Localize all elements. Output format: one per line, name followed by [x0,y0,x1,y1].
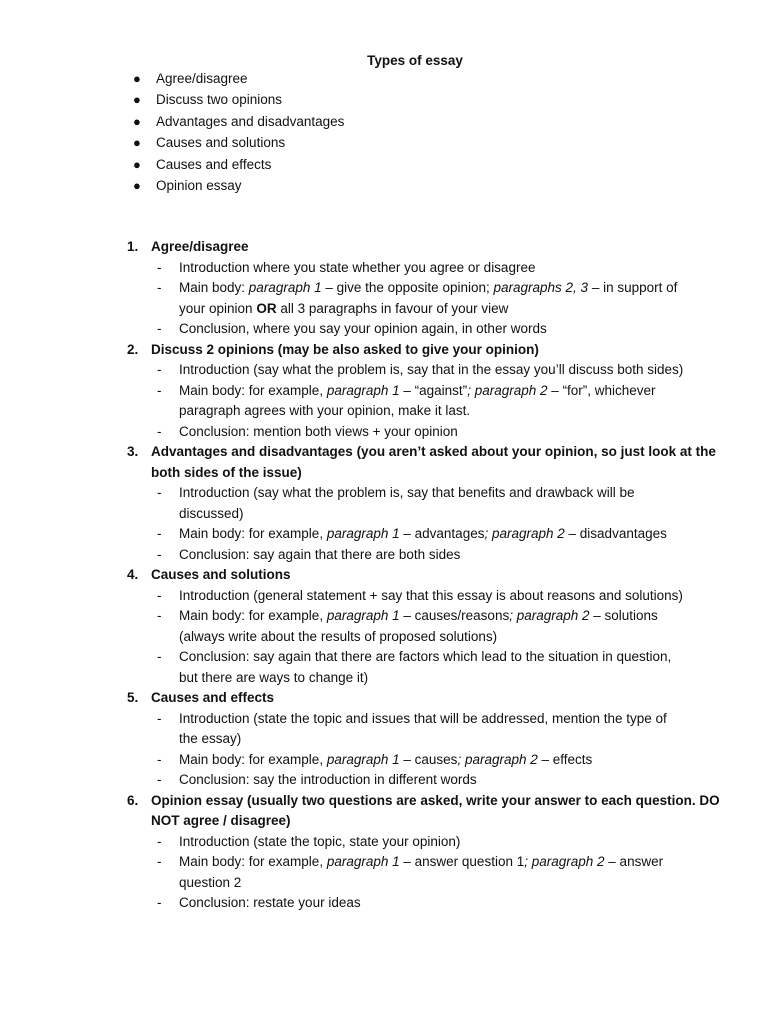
section-heading: 1. Agree/disagree [127,237,727,258]
list-item: ● Causes and effects [133,156,272,172]
list-item: - Conclusion: say again that there are factors which lead to the situation in question, [127,647,727,668]
bullet-icon: ● [133,92,141,108]
bullet-icon: ● [133,177,141,193]
list-item: - Introduction where you state whether you agree or disagree [127,258,727,279]
list-item: - Introduction (state the topic, state your opinion) [127,832,727,853]
section-heading: both sides of the issue) [151,464,302,480]
dash-icon: - [157,833,162,849]
list-item-continuation: the essay) [179,731,242,746]
list-item: - Introduction (general statement + say that this essay is about reasons and solutions) [127,586,727,607]
section-number: 6. [127,792,139,808]
list-item: - Conclusion: mention both views + your opinion [127,422,727,443]
list-item: - Conclusion: say again that there are both sides [127,545,727,566]
document-title: Types of essay [367,53,463,68]
list-item-continuation: question 2 [179,874,242,890]
list-item: - Conclusion, where you say your opinion again, in other words [127,319,727,340]
essay-sections [127,237,727,914]
dash-icon: - [157,485,162,500]
bullet-icon: ● [133,71,141,86]
list-item: - Main body: paragraph 1 – give the opposite opinion; paragraphs 2, 3 – in support of [127,278,727,299]
dash-icon: - [157,321,162,336]
list-item-continuation: but there are ways to change it) [179,669,369,685]
section-heading: 6. Opinion essay (usually two questions are asked, write your answer to each question. DO [127,791,727,812]
list-item: ● Opinion essay [133,177,242,193]
section-heading: NOT agree / disagree) [151,813,291,828]
dash-icon: - [157,854,162,869]
dash-icon: - [157,280,162,295]
section-number: 3. [127,444,139,459]
dash-icon: - [157,710,162,726]
dash-icon: - [157,259,162,275]
dash-icon: - [157,895,162,910]
section-number: 1. [127,239,139,254]
dash-icon: - [157,546,162,562]
dash-icon: - [157,526,162,541]
list-item: - Main body: for example, paragraph 1 – answer question 1; paragraph 2 – answer [127,852,727,873]
bullet-icon: ● [133,135,141,151]
list-item: - Introduction (say what the problem is, say that in the essay you’ll discuss both sides) [127,360,727,381]
dash-icon: - [157,382,162,398]
dash-icon: - [157,423,162,439]
list-item: - Introduction (state the topic and issues that will be addressed, mention the type of [127,709,727,730]
section-number: 5. [127,690,139,705]
bullet-icon: ● [133,113,141,129]
list-item: - Main body: for example, paragraph 1 – causes/reasons; paragraph 2 – solutions [127,606,727,627]
dash-icon: - [157,587,162,603]
section-heading: 2. Discuss 2 opinions (may be also asked to give your opinion) [127,340,727,361]
list-item: - Conclusion: say the introduction in different words [127,770,727,791]
list-item: - Main body: for example, paragraph 1 – advantages; paragraph 2 – disadvantages [127,524,727,545]
essay-types-list [130,70,344,198]
list-item: ● Discuss two opinions [133,92,283,108]
list-item: ● Agree/disagree [133,71,248,86]
section-heading: 5. Causes and effects [127,688,727,709]
list-item: - Main body: for example, paragraph 1 – causes; paragraph 2 – effects [127,750,727,771]
list-item-continuation: discussed) [179,505,244,521]
dash-icon: - [157,772,162,787]
section-heading: 3. Advantages and disadvantages (you aren’t asked about your opinion, so just look at the [127,442,727,463]
list-item-continuation: (always write about the results of proposed solutions) [179,628,498,644]
list-item: - Conclusion: restate your ideas [127,893,727,914]
list-item-continuation: paragraph agrees with your opinion, make it last. [179,403,471,418]
list-item-continuation: your opinion OR all 3 paragraphs in favour of your view [179,300,509,316]
section-number: 4. [127,567,139,582]
section-number: 2. [127,341,139,357]
list-item: ● Advantages and disadvantages [133,113,345,129]
list-item: - Introduction (say what the problem is, say that benefits and drawback will be [127,483,727,504]
dash-icon: - [157,751,162,767]
dash-icon: - [157,649,162,664]
section-heading: 4. Causes and solutions [127,565,727,586]
bullet-icon: ● [133,156,141,172]
list-item: ● Causes and solutions [133,135,286,151]
list-item: - Main body: for example, paragraph 1 – “against”; paragraph 2 – “for”, whichever [127,381,727,402]
dash-icon: - [157,362,162,377]
dash-icon: - [157,608,162,623]
